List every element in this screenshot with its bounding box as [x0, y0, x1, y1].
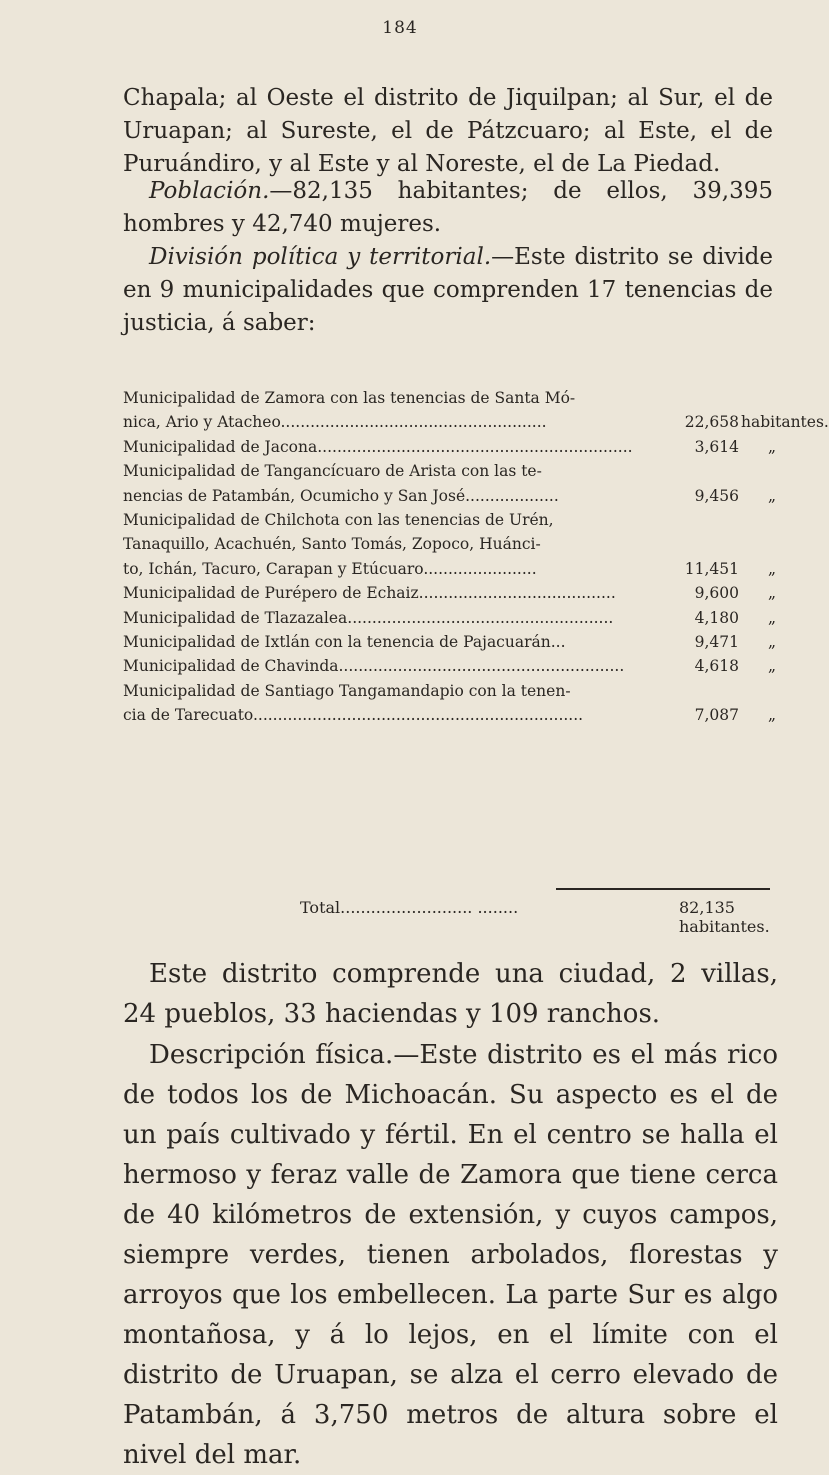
- table-row: [123, 386, 788, 410]
- unit-label: habitantes.: [741, 413, 829, 432]
- ditto-mark: „: [768, 632, 777, 651]
- population-value: 9,600: [694, 584, 739, 603]
- table-row: [123, 679, 788, 703]
- municipality-label: Municipalidad de Zamora con las tenencias de Santa Mó-: [123, 389, 576, 407]
- population-value: 4,618: [694, 657, 739, 676]
- municipality-label: Municipalidad de Tangancícuaro de Arista con las te-: [123, 462, 542, 481]
- ditto-mark: „: [768, 584, 777, 603]
- municipality-label: nencias de Patambán, Ocumicho y San José...................: [123, 486, 559, 505]
- paragraph-poblacion: [123, 175, 773, 241]
- paragraph-comprende: Este distrito comprende una ciudad, 2 villas, 24 pueblos, 33 haciendas y 109 ranchos.: [123, 959, 778, 1029]
- municipality-label: cia de Tarecuato...................................................................: [123, 706, 584, 725]
- population-value: 7,087: [694, 706, 739, 725]
- municipality-label: Municipalidad de Purépero de Echaiz........................................: [123, 584, 616, 603]
- poblacion-text: —82,135 habitantes; de ellos, 39,395 hombres y 42,740 mujeres.: [123, 178, 773, 237]
- table-row: [123, 703, 788, 727]
- total-rule: [556, 888, 770, 890]
- table-row: [123, 557, 788, 581]
- municipality-label: Municipalidad de Tlazazalea......................................................: [123, 608, 614, 627]
- population-value: 11,451: [684, 559, 739, 578]
- municipality-table: [123, 386, 829, 727]
- municipality-label: Municipalidad de Ixtlán con la tenencia de Pajacuarán...: [123, 632, 566, 651]
- municipality-label: Municipalidad de Chilchota con las tenencias de Urén,: [123, 510, 554, 529]
- table-row: [123, 459, 788, 483]
- poblacion-heading: Población.: [149, 178, 270, 204]
- descripcion-heading: Descripción física.: [149, 1040, 394, 1070]
- table-row: [123, 508, 788, 532]
- total-row: [123, 898, 788, 936]
- ditto-mark: „: [768, 486, 777, 505]
- division-heading: División política y territorial.: [149, 244, 492, 270]
- total-value: 82,135 habitantes.: [679, 898, 770, 936]
- table-row: [123, 410, 829, 434]
- total-label: Total.......................... ........: [300, 898, 519, 917]
- ditto-mark: „: [768, 657, 777, 676]
- table-row: [123, 606, 788, 630]
- population-value: 9,471: [694, 632, 739, 651]
- paragraph-division: [123, 241, 773, 340]
- population-value: 9,456: [694, 486, 739, 505]
- municipality-label: nica, Ario y Atacheo......................................................: [123, 413, 547, 432]
- municipality-label: Tanaquillo, Acachuén, Santo Tomás, Zopoco, Huánci-: [123, 535, 541, 554]
- ditto-mark: „: [768, 706, 777, 725]
- page-number: 184: [382, 18, 418, 38]
- table-row: [123, 581, 788, 605]
- table-row: [123, 532, 788, 556]
- population-value: 4,180: [694, 608, 739, 627]
- division-text: —Este distrito se divide en 9 municipalidades que comprenden 17 tenencias de justicia, á saber:: [123, 244, 774, 336]
- population-value: 22,658: [684, 413, 739, 432]
- table-row: [123, 484, 788, 508]
- paragraph-boundaries: Chapala; al Oeste el distrito de Jiquilpan; al Sur, el de Uruapan; al Sureste, el de Pátzcuaro; al Este, el de Puruándiro, y al Este y al Noreste, el de La Piedad.: [123, 85, 773, 177]
- municipality-label: Municipalidad de Chavinda..........................................................: [123, 657, 625, 676]
- ditto-mark: „: [768, 437, 777, 456]
- municipality-label: Municipalidad de Jacona................................................................: [123, 437, 633, 456]
- ditto-mark: „: [768, 559, 777, 578]
- paragraph-descripcion: [123, 1035, 778, 1475]
- table-row: [123, 654, 788, 678]
- table-row: [123, 630, 788, 654]
- municipality-label: Municipalidad de Santiago Tangamandapio con la tenen-: [123, 681, 571, 700]
- table-row: [123, 435, 788, 459]
- population-value: 3,614: [694, 437, 739, 456]
- municipality-label: to, Ichán, Tacuro, Carapan y Etúcuaro.......................: [123, 559, 537, 578]
- descripcion-text: —Este distrito es el más rico de todos los de Michoacán. Su aspecto es el de un país cultivado y fértil. En el centro se halla el hermoso y feraz valle de Zamora que tiene cerca de 40 kilómetros de extensión, y cuyos campos, siempre verdes, tienen arbolados, florestas y arroyos que los embellecen. La parte Sur es algo montañosa, y á lo lejos, en el límite con el distrito de Uruapan, se alza el cerro elevado de Patambán, á 3,750 metros de altura sobre el nivel del mar.: [123, 1040, 778, 1470]
- ditto-mark: „: [768, 608, 777, 627]
